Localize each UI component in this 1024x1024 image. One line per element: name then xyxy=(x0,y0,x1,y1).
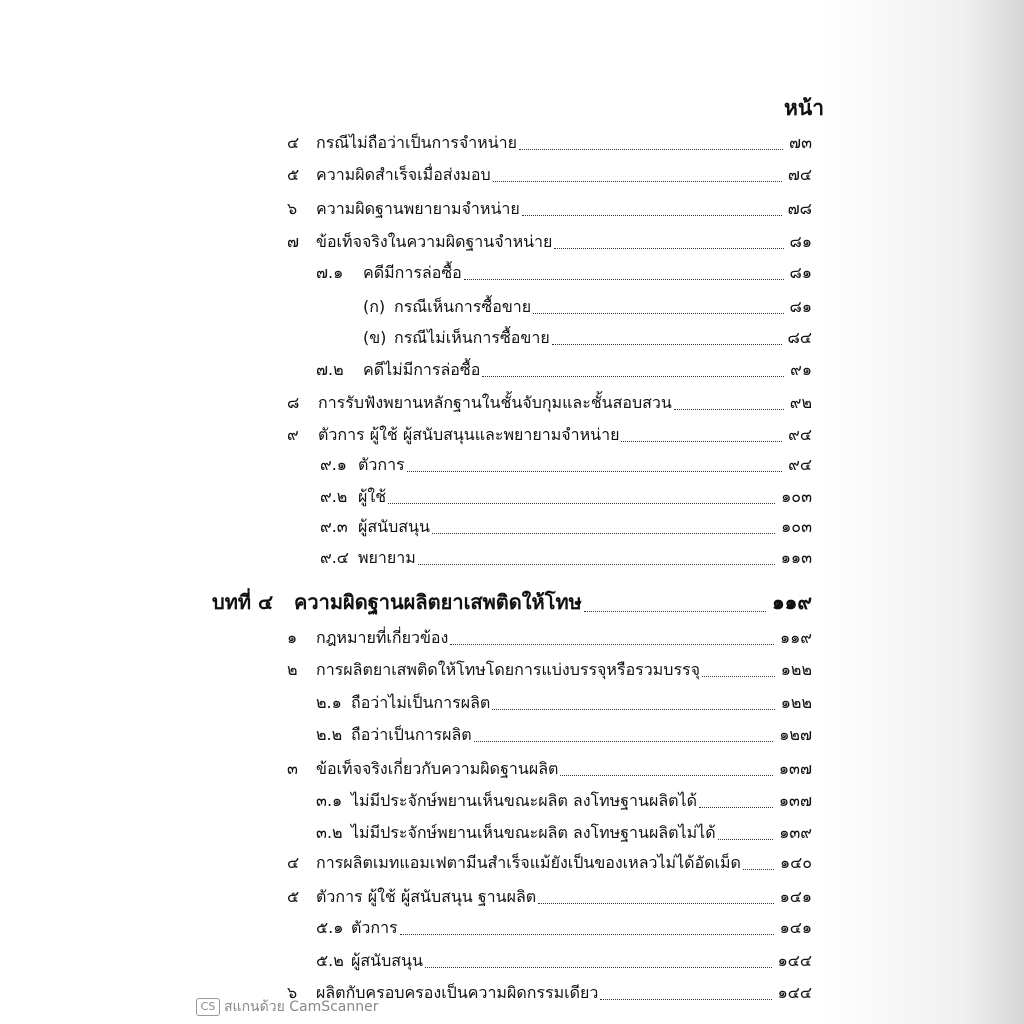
entry-number: ๗ xyxy=(287,232,300,251)
dot-leader xyxy=(492,709,774,710)
dot-leader xyxy=(432,533,775,534)
entry-page-number: ๑๔๐ xyxy=(779,853,812,872)
entry-number: ๒ xyxy=(287,660,298,679)
toc-entry xyxy=(287,194,812,222)
entry-page-number: ๙๒ xyxy=(789,393,812,412)
entry-title: พยายาม xyxy=(358,548,416,567)
toc-entry xyxy=(320,512,812,540)
dot-leader xyxy=(538,903,773,904)
entry-page-number: ๘๑ xyxy=(789,232,812,251)
entry-page-number: ๙๔ xyxy=(788,455,812,474)
toc-entry xyxy=(287,160,812,188)
entry-number: ๕ xyxy=(287,887,300,906)
entry-number: ๒.๒ xyxy=(316,725,343,744)
page-column-header: หน้า xyxy=(784,96,824,120)
dot-leader xyxy=(464,279,784,280)
entry-page-number: ๑๑๓ xyxy=(780,548,812,567)
entry-number: ๗.๑ xyxy=(316,263,344,282)
dot-leader xyxy=(743,869,774,870)
chapter-heading-row xyxy=(212,590,812,618)
entry-number: ๘ xyxy=(287,393,300,412)
entry-number: ๙ xyxy=(287,425,299,444)
entry-page-number: ๑๐๓ xyxy=(781,517,812,536)
toc-entry xyxy=(320,543,812,571)
entry-title: การรับฟังพยานหลักฐานในชั้นจับกุมและชั้นสอบสวน xyxy=(318,393,672,412)
entry-title: ถือว่าไม่เป็นการผลิต xyxy=(351,693,491,712)
dot-leader xyxy=(493,181,782,182)
entry-title: ความผิดฐานผลิตยาเสพติดให้โทษ xyxy=(294,590,582,614)
entry-number: (ก) xyxy=(363,297,386,316)
dot-leader xyxy=(554,248,783,249)
entry-page-number: ๑๐๓ xyxy=(781,487,812,506)
page-edge-shadow xyxy=(824,0,1024,1024)
entry-title: ตัวการ ผู้ใช้ ผู้สนับสนุนและพยายามจำหน่าย xyxy=(318,425,620,444)
entry-title: ถือว่าเป็นการผลิต xyxy=(351,725,472,744)
entry-title: การผลิตเมทแอมเฟตามีนสำเร็จแม้ยังเป็นของเหลวไม่ได้อัดเม็ด xyxy=(316,853,741,872)
entry-number: ๒.๑ xyxy=(316,693,342,712)
entry-title: กรณีเห็นการซื้อขาย xyxy=(394,297,532,316)
scanner-watermark xyxy=(196,996,379,1018)
dot-leader xyxy=(552,344,782,345)
entry-number: ๖ xyxy=(287,983,298,1002)
dot-leader xyxy=(584,611,766,612)
entry-page-number: ๑๑๙ xyxy=(779,628,812,647)
watermark-text: สแกนด้วย CamScanner xyxy=(224,999,379,1015)
dot-leader xyxy=(418,564,775,565)
entry-number: ๑ xyxy=(287,628,298,647)
dot-leader xyxy=(718,839,774,840)
entry-page-number: ๗๓ xyxy=(789,133,812,152)
camscanner-logo-icon: CS xyxy=(196,998,220,1016)
entry-page-number: ๗๘ xyxy=(787,199,812,218)
entry-page-number: ๑๒๒ xyxy=(780,660,812,679)
toc-entry xyxy=(316,688,812,716)
entry-title: กรณีไม่เห็นการซื้อขาย xyxy=(394,328,550,347)
entry-title: ผลิตกับครอบครองเป็นความผิดกรรมเดียว xyxy=(316,983,599,1002)
toc-entry xyxy=(287,623,812,651)
dot-leader xyxy=(674,409,784,410)
dot-leader xyxy=(702,676,775,677)
entry-number: ๔ xyxy=(287,853,300,872)
entry-page-number: ๑๑๙ xyxy=(771,590,812,614)
dot-leader xyxy=(522,215,782,216)
entry-title: ผู้สนับสนุน xyxy=(358,517,430,536)
dot-leader xyxy=(425,967,772,968)
toc-entry xyxy=(316,258,812,286)
entry-page-number: ๑๓๗ xyxy=(778,759,812,778)
toc-entry xyxy=(287,388,812,416)
dot-leader xyxy=(699,807,773,808)
toc-entry xyxy=(287,420,812,448)
toc-entry xyxy=(363,323,812,351)
entry-number: ๕ xyxy=(287,165,300,184)
toc-entry xyxy=(287,128,812,156)
entry-title: คดีไม่มีการล่อซื้อ xyxy=(363,360,481,379)
entry-number: บทที่ ๔ xyxy=(212,590,274,614)
entry-page-number: ๑๔๑ xyxy=(779,887,812,906)
toc-entry xyxy=(316,818,812,846)
dot-leader xyxy=(450,644,774,645)
entry-title: ความผิดสำเร็จเมื่อส่งมอบ xyxy=(316,165,491,184)
dot-leader xyxy=(474,741,774,742)
entry-title: ข้อเท็จจริงในความผิดฐานจำหน่าย xyxy=(316,232,553,251)
toc-entry xyxy=(363,292,812,320)
entry-page-number: ๘๑ xyxy=(789,263,812,282)
entry-title: ตัวการ ผู้ใช้ ผู้สนับสนุน ฐานผลิต xyxy=(316,887,537,906)
toc-entry xyxy=(316,946,812,974)
entry-title: ตัวการ xyxy=(358,455,405,474)
dot-leader xyxy=(407,471,783,472)
entry-title: ไม่มีประจักษ์พยานเห็นขณะผลิต ลงโทษฐานผลิตไม่ได้ xyxy=(351,823,716,842)
entry-page-number: ๗๔ xyxy=(787,165,812,184)
entry-number: ๓.๒ xyxy=(316,823,343,842)
entry-page-number: ๑๒๒ xyxy=(780,693,812,712)
entry-title: กรณีไม่ถือว่าเป็นการจำหน่าย xyxy=(316,133,518,152)
toc-entry xyxy=(287,754,812,782)
entry-number: (ข) xyxy=(363,328,387,347)
dot-leader xyxy=(621,441,782,442)
dot-leader xyxy=(533,313,783,314)
entry-page-number: ๘๔ xyxy=(787,328,812,347)
dot-leader xyxy=(519,149,783,150)
entry-number: ๙.๒ xyxy=(320,487,348,506)
entry-title: ผู้ใช้ xyxy=(358,487,387,506)
entry-page-number: ๙๔ xyxy=(788,425,812,444)
toc-entry xyxy=(316,786,812,814)
entry-title: คดีมีการล่อซื้อ xyxy=(363,263,462,282)
toc-entry xyxy=(316,720,812,748)
entry-number: ๓ xyxy=(287,759,298,778)
toc-entry xyxy=(320,450,812,478)
entry-title: การผลิตยาเสพติดให้โทษโดยการแบ่งบรรจุหรือรวมบรรจุ xyxy=(316,660,701,679)
toc-entry xyxy=(287,882,812,910)
dot-leader xyxy=(400,934,774,935)
entry-title: ไม่มีประจักษ์พยานเห็นขณะผลิต ลงโทษฐานผลิตได้ xyxy=(351,791,697,810)
entry-number: ๙.๑ xyxy=(320,455,347,474)
toc-entry xyxy=(287,655,812,683)
dot-leader xyxy=(388,503,775,504)
dot-leader xyxy=(560,775,772,776)
toc-entry xyxy=(316,913,812,941)
entry-title: ผู้สนับสนุน xyxy=(351,951,423,970)
entry-title: ความผิดฐานพยายามจำหน่าย xyxy=(316,199,520,218)
entry-page-number: ๑๒๗ xyxy=(779,725,812,744)
entry-number: ๗.๒ xyxy=(316,360,344,379)
entry-page-number: ๑๔๔ xyxy=(777,983,812,1002)
entry-page-number: ๑๓๙ xyxy=(779,823,812,842)
entry-number: ๔ xyxy=(287,133,300,152)
entry-title: ตัวการ xyxy=(351,918,398,937)
toc-entry xyxy=(287,227,812,255)
entry-number: ๙.๔ xyxy=(320,548,349,567)
entry-page-number: ๘๑ xyxy=(789,297,812,316)
dot-leader xyxy=(482,376,784,377)
entry-number: ๕.๒ xyxy=(316,951,344,970)
entry-title: กฎหมายที่เกี่ยวข้อง xyxy=(316,628,449,647)
entry-page-number: ๑๔๑ xyxy=(779,918,812,937)
entry-number: ๙.๓ xyxy=(320,517,348,536)
toc-entry xyxy=(316,355,812,383)
toc-entry xyxy=(320,482,812,510)
entry-number: ๖ xyxy=(287,199,298,218)
entry-number: ๕.๑ xyxy=(316,918,344,937)
dot-leader xyxy=(600,999,771,1000)
entry-title: ข้อเท็จจริงเกี่ยวกับความผิดฐานผลิต xyxy=(316,759,559,778)
entry-page-number: ๑๓๗ xyxy=(778,791,812,810)
entry-page-number: ๑๔๔ xyxy=(777,951,812,970)
toc-entry xyxy=(287,848,812,876)
entry-page-number: ๙๑ xyxy=(790,360,812,379)
entry-number: ๓.๑ xyxy=(316,791,343,810)
